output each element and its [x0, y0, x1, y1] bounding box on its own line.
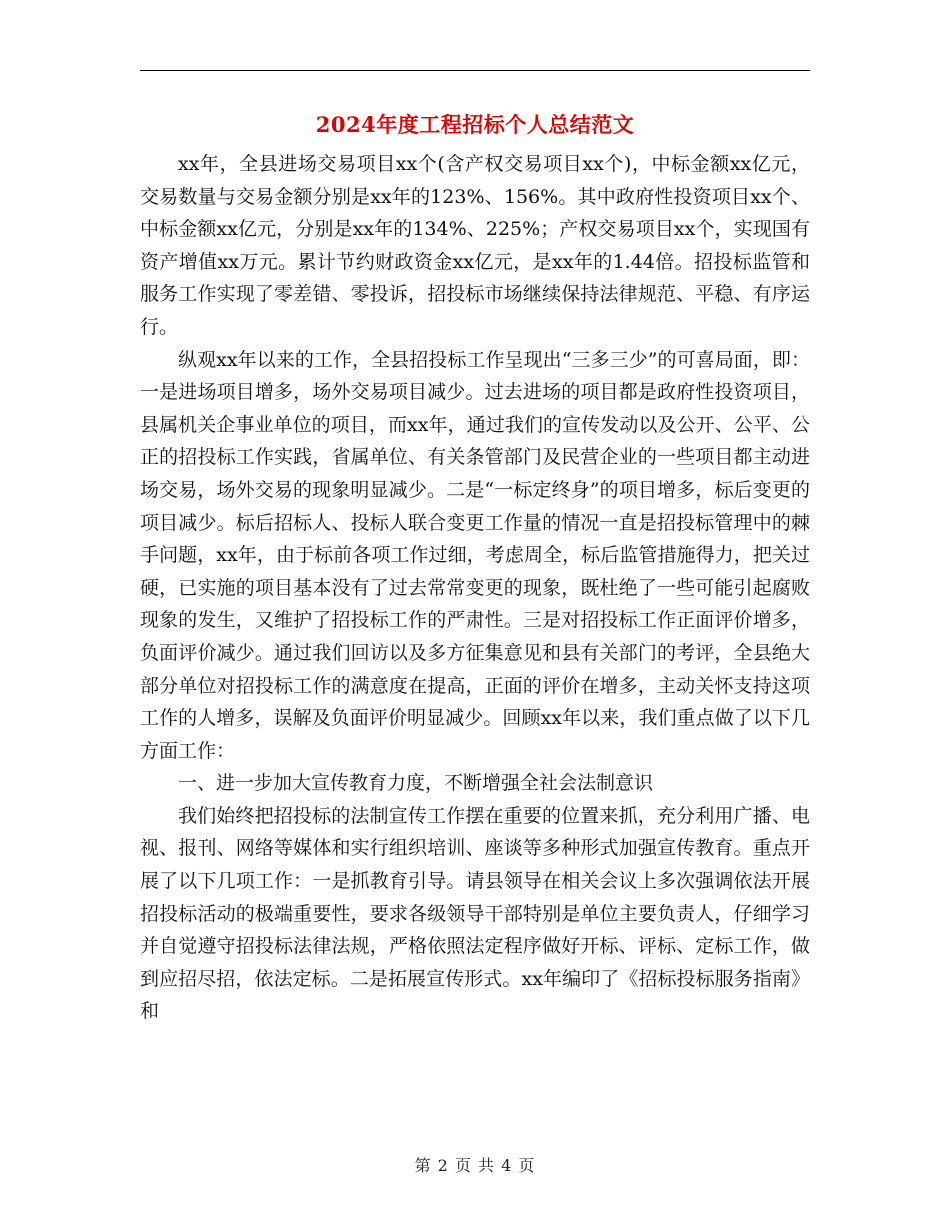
document-body	[140, 148, 810, 1028]
document-title: 2024年度工程招标个人总结范文	[315, 112, 635, 137]
header-rule	[140, 70, 810, 71]
paragraph-overview: 纵观xx年以来的工作，全县招投标工作呈现出“三多三少”的可喜局面，即：一是进场项目增多，场外交易项目减少。过去进场的项目都是政府性投资项目，县属机关企事业单位的项目，而xx年，通过我们的宣传发动以及公开、公平、公正的招投标工作实践，省属单位、有关条管部门及民营企业的一些项目都主动进场交易，场外交易的现象明显减少。二是“一标定终身”的项目增多，标后变更的项目减少。标后招标人、投标人联合变更工作量的情况一直是招投标管理中的棘手问题，xx年，由于标前各项工作过细，考虑周全，标后监管措施得力，把关过硬，已实施的项目基本没有了过去常常变更的现象，既杜绝了一些可能引起腐败现象的发生，又维护了招投标工作的严肃性。三是对招投标工作正面评价增多，负面评价减少。通过我们回访以及多方征集意见和县有关部门的考评，全县绝大部分单位对招投标工作的满意度在提高，正面的评价在增多，主动关怀支持这项工作的人增多，误解及负面评价明显减少。回顾xx年以来，我们重点做了以下几方面工作：	[140, 348, 810, 762]
paragraph-statistics: xx年，全县进场交易项目xx个(含产权交易项目xx个)，中标金额xx亿元，交易数量与交易金额分别是xx年的123%、156%。其中政府性投资项目xx个、中标金额xx亿元，分别是xx年的134%、225%；产权交易项目xx个，实现国有资产增值xx万元。累计节约财政资金xx亿元，是xx年的1.44倍。招投标监管和服务工作实现了零差错、零投诉，招投标市场继续保持法律规范、平稳、有序运行。	[140, 153, 810, 338]
section-heading-1: 一、进一步加大宣传教育力度，不断增强全社会法制意识	[178, 772, 654, 795]
paragraph-publicity: 我们始终把招投标的法制宣传工作摆在重要的位置来抓，充分利用广播、电视、报刊、网络等媒体和实行组织培训、座谈等多种形式加强宣传教育。重点开展了以下几项工作：一是抓教育引导。请县领导在相关会议上多次强调依法开展招投标活动的极端重要性，要求各级领导干部特别是单位主要负责人，仔细学习并自觉遵守招投标法律法规，严格依照法定程序做好开标、评标、定标工作，做到应招尽招，依法定标。二是拓展宣传形式。xx年编印了《招标投标服务指南》和	[140, 804, 810, 1023]
page-number: 第 2 页 共 4 页	[414, 1156, 536, 1175]
